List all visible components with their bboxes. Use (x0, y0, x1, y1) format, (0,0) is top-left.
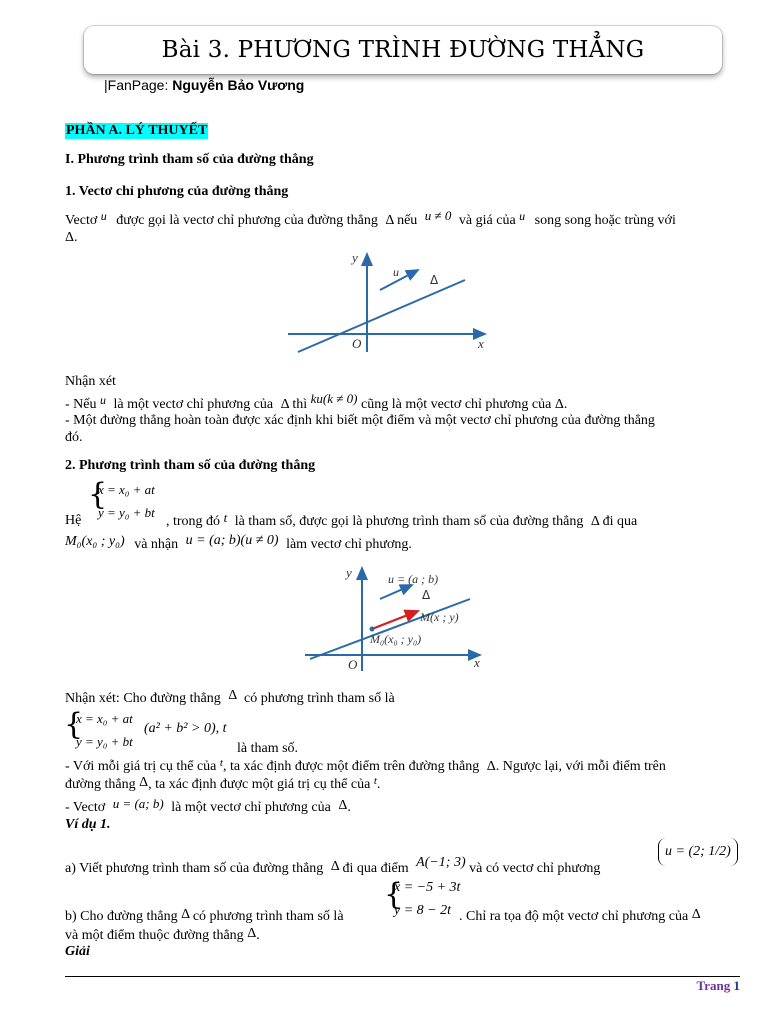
remark-2: - Một đường thẳng hoàn toàn được xác định khi biết một điểm và một vectơ chỉ phương của đường thẳng (65, 413, 655, 428)
example-b-y: y = 8 − 2t (394, 903, 451, 918)
fig2-delta-label: Δ (422, 588, 431, 602)
system-x: x = x₀ + at (98, 482, 155, 497)
brace-icon: { (64, 707, 84, 742)
he-label: Hệ (65, 513, 82, 528)
remark-1: - Nếu u là một vectơ chỉ phương của Δ thì ku(k ≠ 0) cũng là một vectơ chỉ phương của Δ. (65, 391, 568, 412)
fig1-u-label: u (393, 265, 399, 279)
example-a-vector: u = (2; 1/2) (658, 838, 738, 866)
fig2-y-label: y (346, 565, 352, 580)
figure-parametric-line (300, 563, 495, 673)
line-delta (310, 599, 470, 659)
point-m0 (370, 627, 375, 632)
fanpage-line (104, 77, 304, 93)
system-y: y = y₀ + bt (98, 505, 155, 520)
fig1-x-label: x (478, 336, 484, 351)
remark-line-3: - Vectơ u = (a; b) là một vectơ chỉ phương của Δ. (65, 796, 351, 815)
fig2-m-label: M(x ; y) (420, 610, 459, 624)
line-delta (298, 280, 465, 352)
definition-line-2: Δ. (65, 230, 78, 245)
fig1-y-label: y (352, 250, 358, 265)
fig2-origin-label: O (348, 657, 358, 672)
example-title: Ví dụ 1. (65, 817, 111, 832)
footer-divider (65, 976, 740, 977)
vector-u (380, 585, 412, 599)
remark-2-end: đó. (65, 430, 83, 445)
remark-title: Nhận xét (65, 374, 116, 389)
page-title: Bài 3. PHƯƠNG TRÌNH ĐƯỜNG THẲNG (161, 37, 645, 63)
fig2-x-label: x (474, 655, 480, 670)
fig1-delta-label: Δ (430, 273, 439, 287)
subheading-2: 2. Phương trình tham số của đường thẳng (65, 458, 316, 473)
page-number: Trang 1 (696, 978, 740, 993)
param-definition-2: M₀(x₀ ; y₀) và nhận u = (a; b)(u ≠ 0) làm vectơ chỉ phương. (65, 533, 412, 552)
section-1-heading: I. Phương trình tham số của đường thẳng (65, 152, 314, 167)
remark-line-2: đường thẳng Δ, ta xác định được một giá trị cụ thể của $^t$. (65, 775, 381, 792)
param-definition: , trong đó t là tham số, được gọi là phương trình tham số của đường thẳng Δ đi qua (166, 510, 638, 529)
system2-condition: (a² + b² > 0), t (144, 721, 227, 736)
remark-line-1: - Với mỗi giá trị cụ thể của $^t$, ta xác định được một điểm trên đường thẳng Δ. Ngược lại, với mỗi điểm trên (65, 757, 666, 774)
brace-icon: { (384, 877, 404, 912)
remark-2-title: Nhận xét: Cho đường thẳng Δ có phương trình tham số là (65, 688, 395, 706)
figure-direction-vector (280, 248, 500, 356)
example-b-x: x = −5 + 3t (394, 880, 461, 895)
fanpage-name[interactable]: Nguyễn Bảo Vương (172, 77, 305, 93)
subheading-1: 1. Vectơ chỉ phương của đường thẳng (65, 184, 289, 199)
param-note: là tham số. (237, 741, 299, 756)
fanpage-label: |FanPage: (104, 77, 173, 93)
example-b-cont: . Chỉ ra tọa độ một vectơ chỉ phương của Δ (459, 907, 701, 924)
definition-line-1: Vectơ u được gọi là vectơ chỉ phương của đường thẳng Δ nếu u ≠ 0 và giá của u song song hoặc trùng với (65, 208, 676, 228)
system2-y: y = y₀ + bt (76, 734, 133, 749)
title-box (84, 26, 722, 74)
example-b-line-2: và một điểm thuộc đường thẳng Δ. (65, 926, 260, 943)
section-a-heading: PHẦN A. LÝ THUYẾT (66, 123, 208, 138)
vector-u (380, 270, 418, 290)
brace-icon: { (88, 477, 108, 512)
fig2-m0-label: M₀(x₀ ; y₀) (370, 632, 422, 646)
solution-label: Giải (65, 944, 90, 959)
fig2-u-label: u = (a ; b) (388, 572, 439, 586)
fig1-origin-label: O (352, 336, 362, 351)
system2-x: x = x₀ + at (76, 711, 133, 726)
example-b-system (384, 876, 461, 920)
example-b: b) Cho đường thẳng Δ có phương trình tham số là (65, 907, 344, 924)
example-a: a) Viết phương trình tham số của đường thẳng Δ đi qua điểm A(−1; 3) và có vectơ chỉ phương (65, 855, 601, 876)
